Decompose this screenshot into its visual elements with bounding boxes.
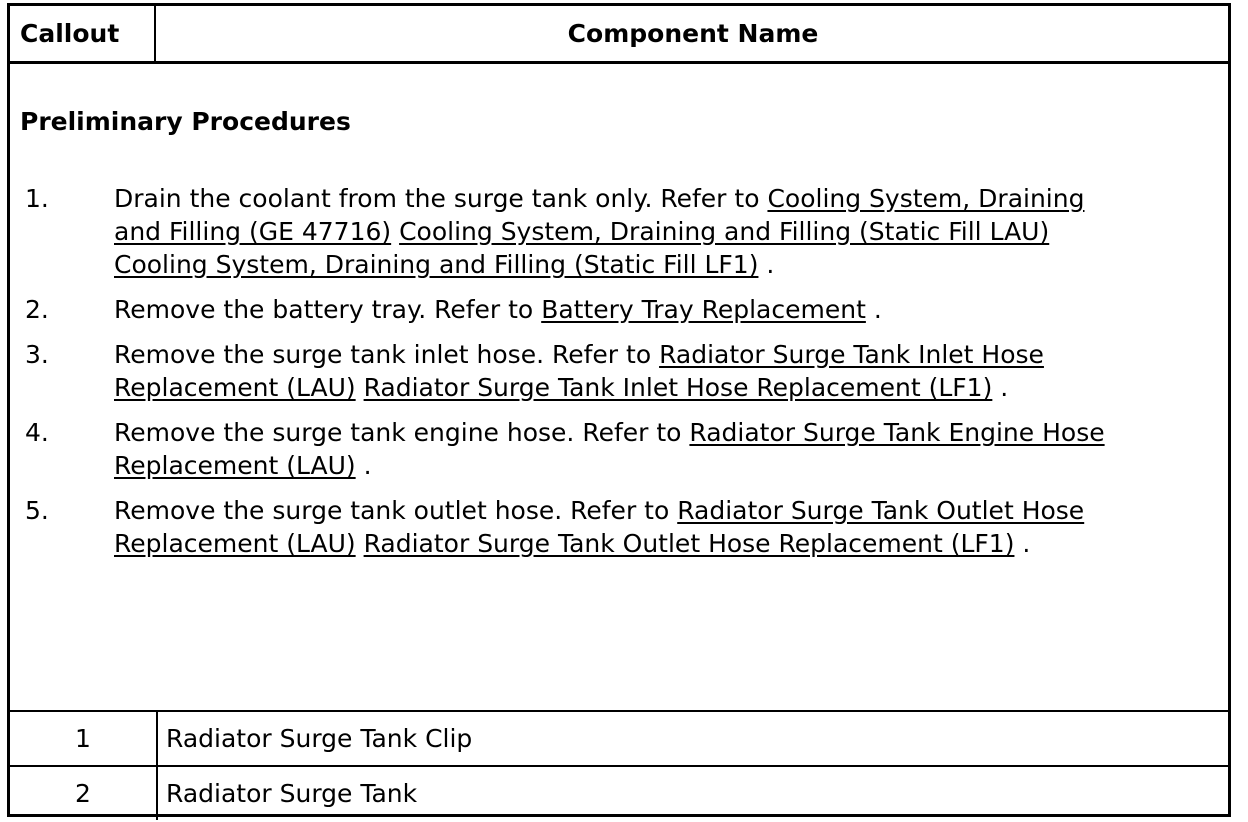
step-text: Remove the surge tank inlet hose. Refer to bbox=[114, 340, 660, 369]
table-header bbox=[10, 6, 1228, 64]
procedure-step-1 bbox=[10, 182, 1110, 281]
step-end: . bbox=[1014, 529, 1031, 558]
procedure-steps-list bbox=[10, 182, 1110, 572]
procedure-step-5 bbox=[10, 494, 1110, 560]
callout-cell: 1 bbox=[10, 712, 158, 765]
step-number: 1. bbox=[25, 184, 49, 213]
link-battery-tray-replacement[interactable]: Battery Tray Replacement bbox=[541, 295, 866, 324]
procedure-step-2 bbox=[10, 293, 1110, 326]
step-text: Remove the surge tank engine hose. Refer to bbox=[114, 418, 690, 447]
step-number: 5. bbox=[25, 496, 49, 525]
component-name-cell: Radiator Surge Tank bbox=[166, 779, 418, 808]
preliminary-procedures-section bbox=[10, 64, 1228, 712]
step-end: . bbox=[992, 373, 1009, 402]
component-name-column-header: Component Name bbox=[567, 19, 819, 48]
step-number: 4. bbox=[25, 418, 49, 447]
callout-cell: 2 bbox=[10, 767, 158, 820]
callout-column-header: Callout bbox=[10, 6, 156, 61]
link-inlet-hose-replacement-lf1[interactable]: Radiator Surge Tank Inlet Hose Replacement (LF1) bbox=[363, 373, 993, 402]
step-text: Remove the surge tank outlet hose. Refer to bbox=[114, 496, 678, 525]
step-number: 2. bbox=[25, 295, 49, 324]
preliminary-procedures-title: Preliminary Procedures bbox=[20, 107, 351, 136]
step-text: Drain the coolant from the surge tank only. Refer to bbox=[114, 184, 768, 213]
table-row bbox=[10, 767, 1228, 820]
procedure-step-4 bbox=[10, 416, 1110, 482]
link-outlet-hose-replacement-lau[interactable]: Radiator Surge Tank Outlet Hose Replacement (LAU) bbox=[114, 496, 1085, 558]
link-cooling-system-static-fill-lf1[interactable]: Cooling System, Draining and Filling (Static Fill LF1) bbox=[114, 250, 759, 279]
link-inlet-hose-replacement-lau[interactable]: Radiator Surge Tank Inlet Hose Replacement (LAU) bbox=[114, 340, 1044, 402]
step-end: . bbox=[355, 451, 372, 480]
link-engine-hose-replacement-lau[interactable]: Radiator Surge Tank Engine Hose Replacement (LAU) bbox=[114, 418, 1105, 480]
link-cooling-system-ge-47716[interactable]: Cooling System, Draining and Filling (GE 47716) bbox=[114, 184, 1085, 246]
component-table bbox=[7, 3, 1231, 817]
table-row bbox=[10, 712, 1228, 767]
link-outlet-hose-replacement-lf1[interactable]: Radiator Surge Tank Outlet Hose Replacement (LF1) bbox=[363, 529, 1015, 558]
step-text: Remove the battery tray. Refer to bbox=[114, 295, 542, 324]
component-name-cell: Radiator Surge Tank Clip bbox=[166, 724, 473, 753]
step-end: . bbox=[865, 295, 882, 324]
step-end: . bbox=[758, 250, 775, 279]
procedure-step-3 bbox=[10, 338, 1110, 404]
link-cooling-system-static-fill-lau[interactable]: Cooling System, Draining and Filling (Static Fill LAU) bbox=[399, 217, 1050, 246]
step-number: 3. bbox=[25, 340, 49, 369]
